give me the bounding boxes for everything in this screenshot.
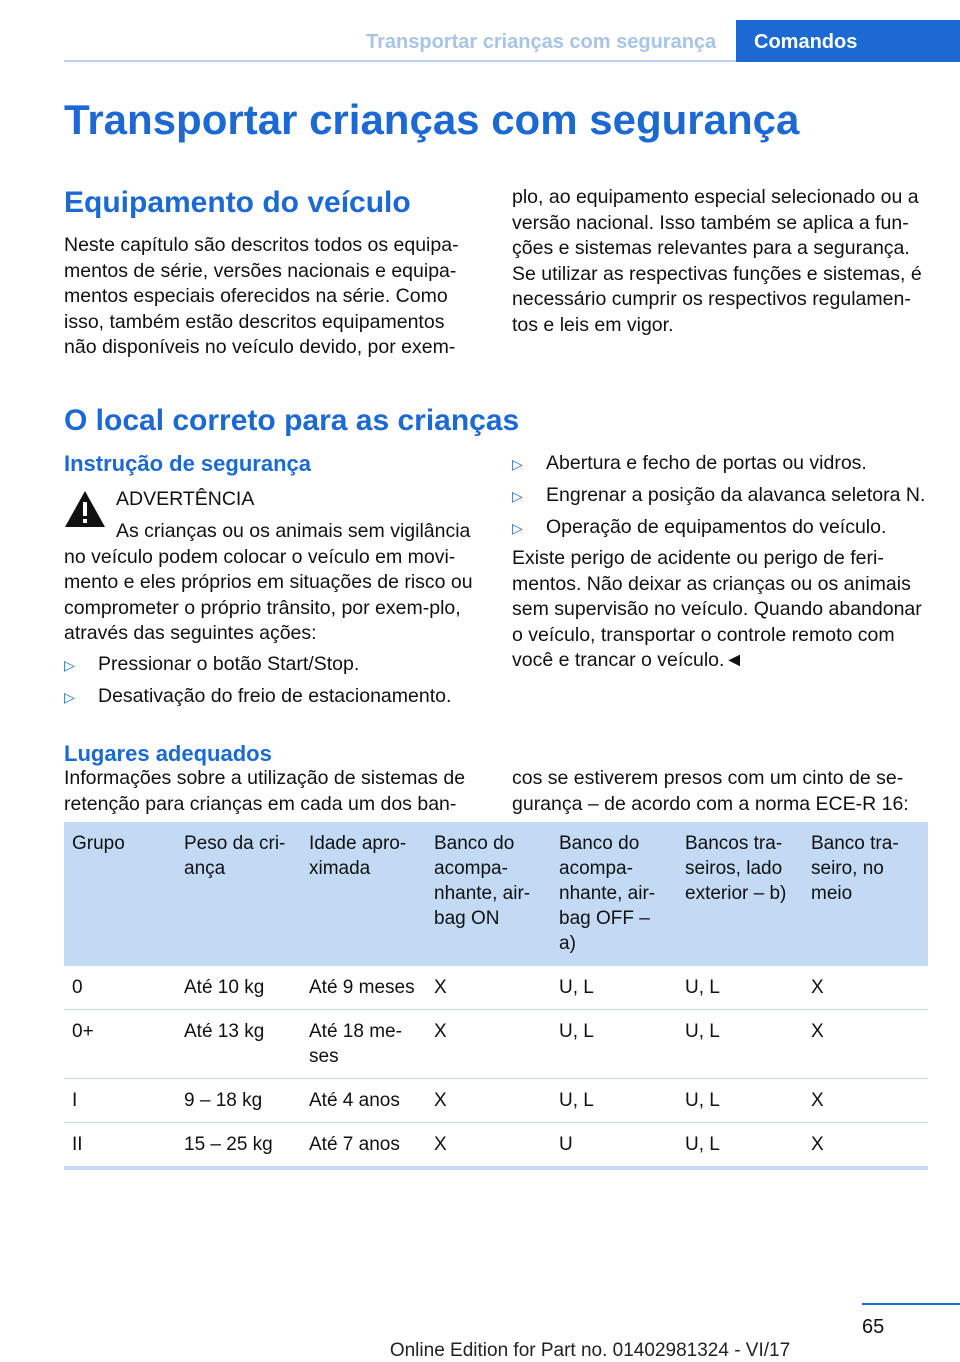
list-item: ▷ Desativação do freio de estacionamento. — [64, 684, 484, 711]
column-header: Banco tra-seiro, no meio — [803, 822, 928, 966]
table-cell: U, L — [677, 966, 803, 1010]
table-cell: X — [803, 1079, 928, 1123]
header-section-title: Transportar crianças com segurança — [366, 31, 717, 53]
footer-rule — [862, 1303, 960, 1305]
places-heading: Lugares adequados — [64, 741, 272, 766]
table-cell: X — [426, 1079, 551, 1123]
table-cell: U, L — [551, 1010, 677, 1079]
list-item: ▷ Operação de equipamentos do veículo. — [512, 515, 942, 542]
table-cell: Até 10 kg — [176, 966, 301, 1010]
table-cell: U, L — [677, 1123, 803, 1169]
bullet-triangle-icon: ▷ — [512, 488, 523, 504]
header-tab-comandos: Comandos — [736, 20, 960, 62]
table-cell: II — [64, 1123, 176, 1169]
table-cell: Até 18 me-ses — [301, 1010, 426, 1079]
table-cell: X — [803, 1010, 928, 1079]
table-cell: Até 13 kg — [176, 1010, 301, 1079]
column-header: Bancos tra-seiros, lado exterior – b) — [677, 822, 803, 966]
table-cell: U, L — [551, 1079, 677, 1123]
table-cell: X — [803, 966, 928, 1010]
bullet-triangle-icon: ▷ — [512, 456, 523, 472]
table-cell: Até 9 meses — [301, 966, 426, 1010]
table-row — [64, 1123, 928, 1169]
table-row — [64, 1079, 928, 1123]
table-row — [64, 1010, 928, 1079]
table-cell: 0+ — [64, 1010, 176, 1079]
table-cell: X — [426, 1010, 551, 1079]
bullet-triangle-icon: ▷ — [512, 520, 523, 536]
table-cell: X — [426, 966, 551, 1010]
places-text-left: Informações sobre a utilização de sistemas de retenção para crianças em cada um dos ban- — [64, 767, 466, 815]
column-header: Grupo — [64, 822, 176, 966]
page-title: Transportar crianças com segurança — [64, 96, 800, 143]
safety-heading: Instrução de segurança — [64, 451, 311, 476]
table-header-row — [64, 822, 928, 966]
list-item: ▷ Abertura e fecho de portas ou vidros. — [512, 451, 942, 478]
table-cell: X — [803, 1123, 928, 1169]
table-cell: I — [64, 1079, 176, 1123]
equipment-text-left: Neste capítulo são descritos todos os equipa-mentos de série, versões nacionais e equipa-mentos especiais oferecidos na série. Como isso, também estão descritos equipamentos não disponíveis no veículo devido, por exem- — [64, 234, 459, 358]
location-heading: O local correto para as crianças — [64, 404, 520, 437]
table-cell: X — [426, 1123, 551, 1169]
column-header: Idade apro-ximada — [301, 822, 426, 966]
column-header: Peso da cri-ança — [176, 822, 301, 966]
warning-closing-text: Existe perigo de acidente ou perigo de feri-mentos. Não deixar as crianças ou os animais sem supervisão no veículo. Quando abandonar o veículo, transportar o controle remoto com você e trancar o veículo.◄ — [512, 547, 922, 671]
equipment-heading: Equipamento do veículo — [64, 186, 411, 219]
table-cell: U, L — [551, 966, 677, 1010]
table-cell: 0 — [64, 966, 176, 1010]
warning-text: As crianças ou os animais sem vigilância no veículo podem colocar o veículo em movi-mento e eles próprios em situações de risco ou comprometer o próprio trânsito, por exem-plo, através das seguintes ações: — [64, 520, 473, 644]
column-header: Banco do acompa-nhante, air-bag OFF – a) — [551, 822, 677, 966]
list-item: ▷ Engrenar a posição da alavanca seletora N. — [512, 483, 942, 510]
table-cell: U, L — [677, 1079, 803, 1123]
table-cell: Até 4 anos — [301, 1079, 426, 1123]
list-item: ▷ Pressionar o botão Start/Stop. — [64, 652, 484, 679]
warning-label: ADVERTÊNCIA — [116, 488, 255, 510]
table-cell: 9 – 18 kg — [176, 1079, 301, 1123]
seat-suitability-table — [64, 822, 928, 1170]
page-number: 65 — [862, 1316, 885, 1338]
bullet-triangle-icon: ▷ — [64, 689, 75, 705]
table-cell: U — [551, 1123, 677, 1169]
bullet-triangle-icon: ▷ — [64, 657, 75, 673]
table-cell: Até 7 anos — [301, 1123, 426, 1169]
edition-footer: Online Edition for Part no. 01402981324 - VI/17 — [389, 1340, 791, 1361]
column-header: Banco do acompa-nhante, air-bag ON — [426, 822, 551, 966]
places-text-right: cos se estiverem presos com um cinto de se-gurança – de acordo com a norma ECE-R 16: — [512, 767, 909, 815]
table-cell: 15 – 25 kg — [176, 1123, 301, 1169]
equipment-text-right: plo, ao equipamento especial selecionado ou a versão nacional. Isso também se aplica a fun-ções e sistemas relevantes para a segurança. Se utilizar as respectivas funções e sistemas, é necessário cumprir os respectivos regulamen-tos e leis em vigor. — [512, 186, 922, 336]
table-cell: U, L — [677, 1010, 803, 1079]
table-row — [64, 966, 928, 1010]
